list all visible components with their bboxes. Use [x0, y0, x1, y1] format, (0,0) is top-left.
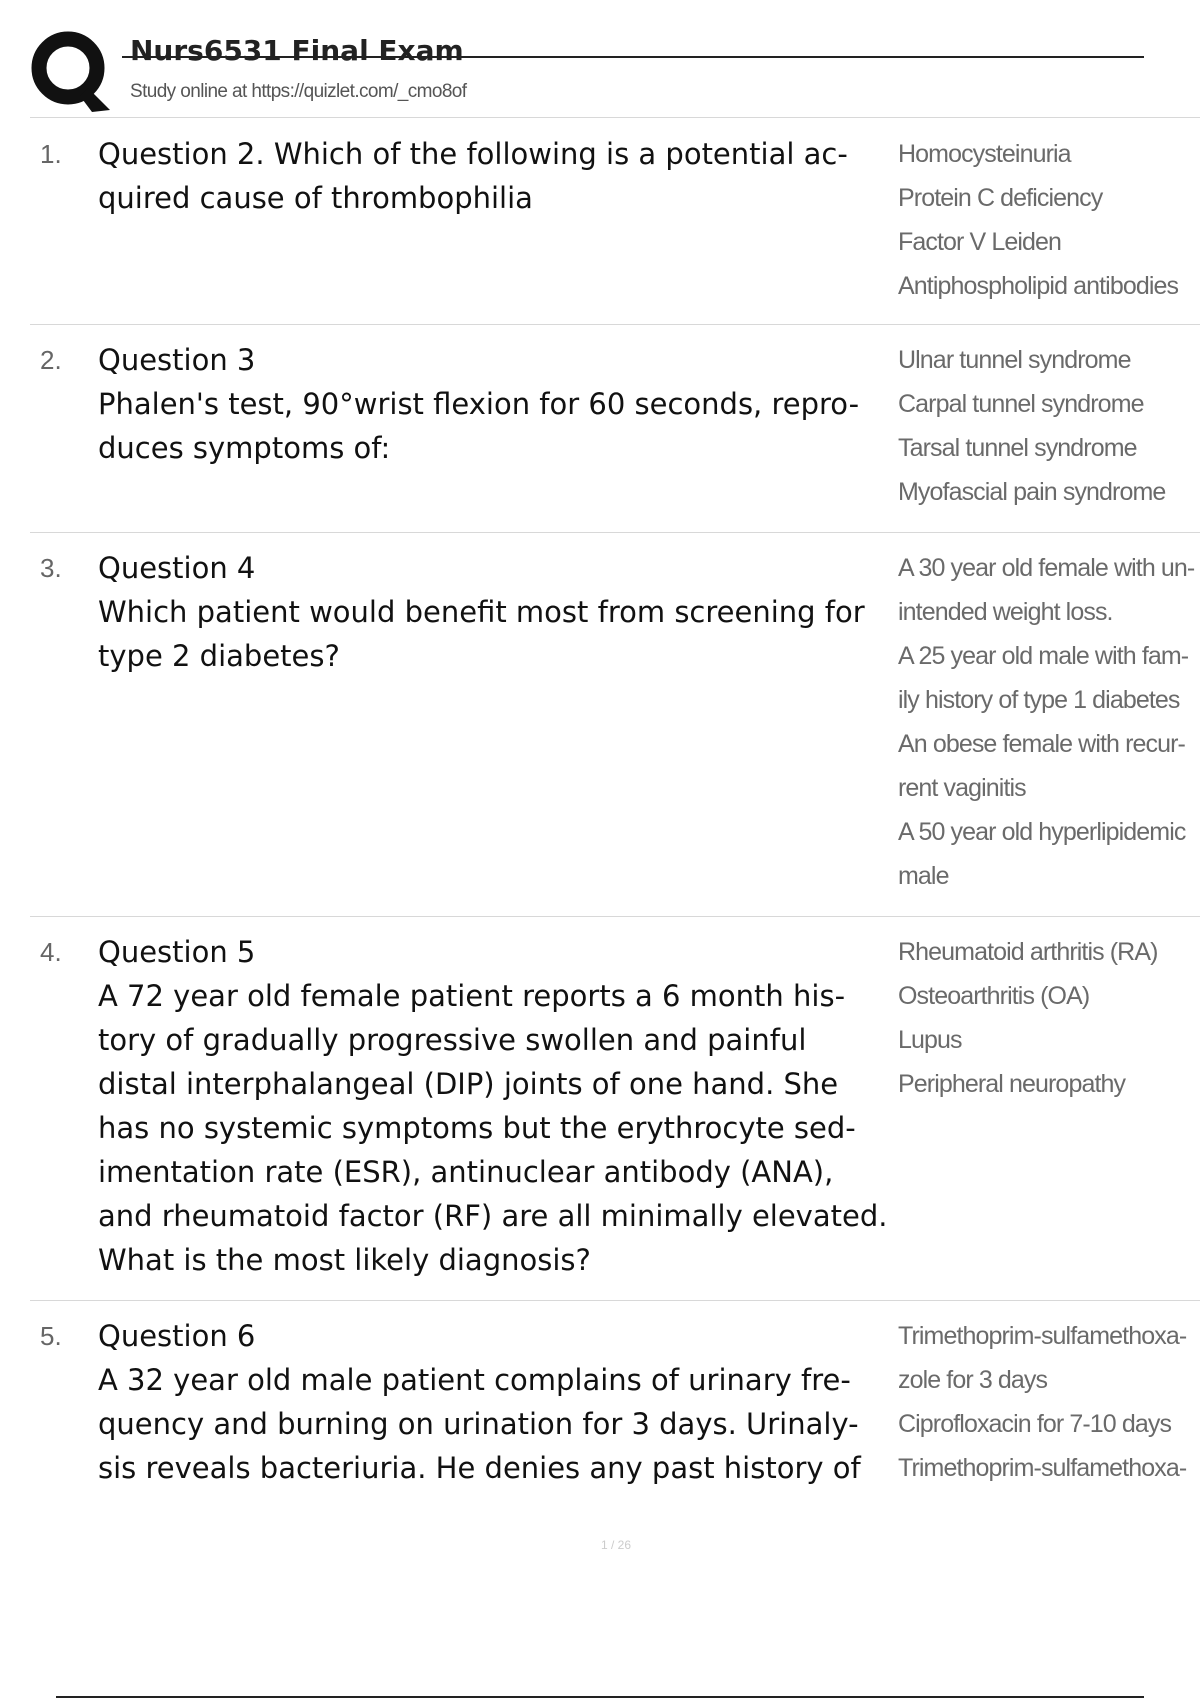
question-line: Question 3	[98, 343, 256, 377]
answer-line: Antiphospholipid antibodies	[898, 272, 1179, 300]
answer-line: A 50 year old hyperlipidemic	[898, 818, 1186, 846]
question-line: quired cause of thrombophilia	[98, 181, 533, 215]
answer-line: Lupus	[898, 1026, 962, 1054]
answer-line: Rheumatoid arthritis (RA)	[898, 938, 1158, 966]
question-line: type 2 diabetes?	[98, 639, 340, 673]
answer-line: rent vaginitis	[898, 774, 1026, 802]
answer-line: Factor V Leiden	[898, 228, 1061, 256]
answer-list	[898, 338, 1198, 514]
answer-list	[898, 132, 1198, 308]
answer-line: An obese female with recur-	[898, 730, 1185, 758]
answer-line: Ulnar tunnel syndrome	[898, 346, 1131, 374]
card-question	[98, 338, 928, 470]
answer-line: Myofascial pain syndrome	[898, 478, 1166, 506]
question-line: Which patient would benefit most from screening for	[98, 595, 865, 629]
question-line: Question 2. Which of the following is a potential ac-	[98, 137, 848, 171]
page-number: 1 / 26	[600, 1538, 632, 1552]
flashcard-1	[30, 132, 1200, 325]
quizlet-logo-icon	[30, 30, 112, 112]
flashcard-4	[30, 930, 1200, 1301]
answer-line: ily history of type 1 diabetes	[898, 686, 1180, 714]
card-number: 3.	[40, 553, 62, 583]
answer-list	[898, 546, 1198, 898]
header-divider	[30, 117, 1200, 118]
answer-line: Tarsal tunnel syndrome	[898, 434, 1137, 462]
card-question	[98, 930, 928, 1282]
answer-line: Ciprofloxacin for 7-10 days	[898, 1410, 1172, 1438]
footer-rule	[56, 1696, 1144, 1698]
study-online-link[interactable]: Study online at https://quizlet.com/_cmo8of	[130, 81, 467, 102]
answer-line: Protein C deficiency	[898, 184, 1103, 212]
card-question	[98, 546, 928, 678]
question-line: Question 5	[98, 935, 256, 969]
answer-line: A 30 year old female with un-	[898, 554, 1195, 582]
answer-line: Carpal tunnel syndrome	[898, 390, 1144, 418]
answer-list	[898, 1314, 1198, 1490]
question-line: A 72 year old female patient reports a 6 month his-	[98, 979, 846, 1013]
answer-line: zole for 3 days	[898, 1366, 1048, 1394]
question-line: imentation rate (ESR), antinuclear antibody (ANA),	[98, 1155, 834, 1189]
card-number: 4.	[40, 937, 62, 967]
answer-line: Trimethoprim-sulfamethoxa-	[898, 1322, 1187, 1350]
answer-line: A 25 year old male with fam-	[898, 642, 1189, 670]
document-title: Nurs6531 Final Exam	[130, 34, 464, 67]
flashcard-2	[30, 338, 1200, 533]
question-line: sis reveals bacteriuria. He denies any past history of	[98, 1451, 861, 1485]
question-line: has no systemic symptoms but the erythrocyte sed-	[98, 1111, 856, 1145]
answer-line: Peripheral neuropathy	[898, 1070, 1126, 1098]
card-question	[98, 132, 928, 220]
answer-line: Homocysteinuria	[898, 140, 1071, 168]
question-line: Question 4	[98, 551, 256, 585]
answer-line: Osteoarthritis (OA)	[898, 982, 1090, 1010]
question-line: duces symptoms of:	[98, 431, 391, 465]
flashcard-5	[30, 1314, 1200, 1504]
answer-line: intended weight loss.	[898, 598, 1113, 626]
answer-list	[898, 930, 1198, 1106]
answer-line: Trimethoprim-sulfamethoxa-	[898, 1454, 1187, 1482]
question-line: quency and burning on urination for 3 days. Urinaly-	[98, 1407, 859, 1441]
question-line: Phalen's test, 90°wrist flexion for 60 seconds, repro-	[98, 387, 860, 421]
card-number: 5.	[40, 1321, 62, 1351]
card-number: 2.	[40, 345, 62, 375]
question-line: What is the most likely diagnosis?	[98, 1243, 591, 1277]
question-line: and rheumatoid factor (RF) are all minimally elevated.	[98, 1199, 888, 1233]
question-line: Question 6	[98, 1319, 256, 1353]
answer-line: male	[898, 862, 949, 890]
card-question	[98, 1314, 928, 1490]
question-line: tory of gradually progressive swollen and painful	[98, 1023, 807, 1057]
card-number: 1.	[40, 139, 62, 169]
question-line: distal interphalangeal (DIP) joints of one hand. She	[98, 1067, 839, 1101]
flashcard-3	[30, 546, 1200, 917]
question-line: A 32 year old male patient complains of urinary fre-	[98, 1363, 851, 1397]
